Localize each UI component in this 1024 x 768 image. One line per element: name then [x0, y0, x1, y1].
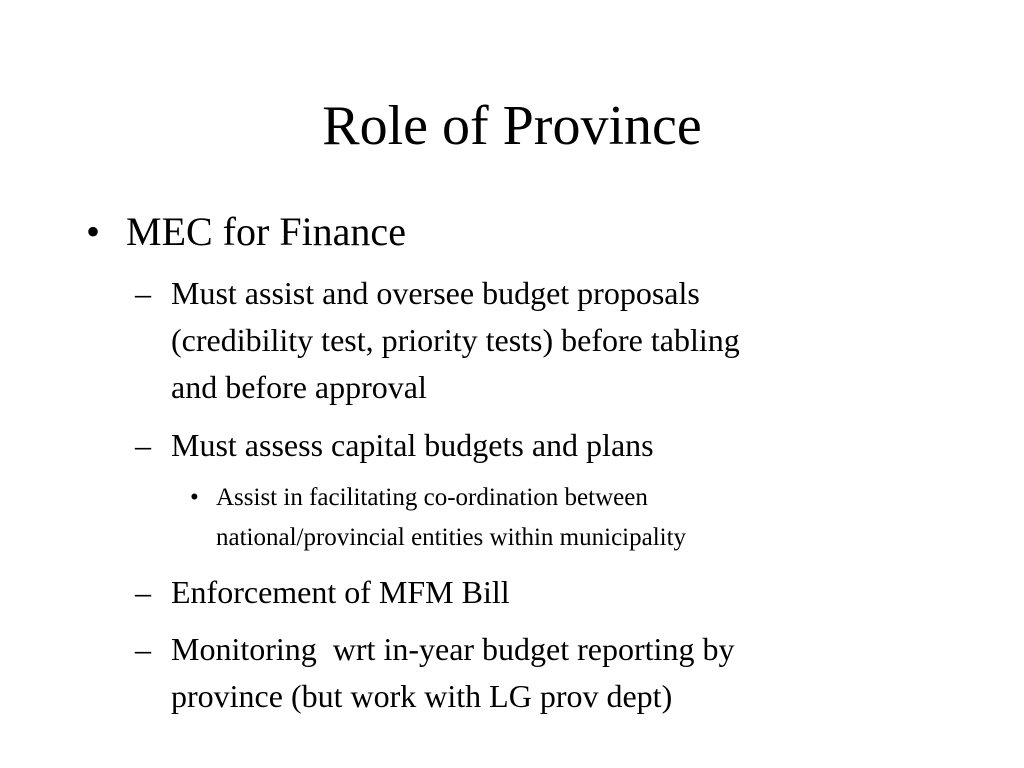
subbullet-text: [171, 422, 891, 469]
dash-marker: –: [135, 574, 151, 610]
subbullet-line: Enforcement of MFM Bill: [171, 574, 510, 610]
subbullet-line: province (but work with LG prov dept): [171, 678, 673, 714]
subbullet-text: [171, 569, 891, 616]
bullet-marker: •: [86, 209, 101, 254]
subbullet-line: Must assist and oversee budget proposals: [171, 275, 700, 311]
bullet-marker: •: [190, 484, 199, 511]
dash-marker: –: [135, 275, 151, 311]
subbullet-text: [171, 626, 891, 720]
subsubbullet-text: [216, 478, 876, 558]
subsubbullet-line: national/provincial entities within municipality: [216, 524, 687, 551]
dash-marker: –: [135, 631, 151, 667]
subbullet-line: Monitoring wrt in-year budget reporting by: [171, 631, 735, 667]
subbullet-line: Must assess capital budgets and plans: [171, 427, 654, 463]
slide-title: Role of Province: [322, 95, 702, 157]
subbullet-line: (credibility test, priority tests) before tabling: [171, 322, 740, 358]
subbullet-line: and before approval: [171, 369, 427, 405]
subbullet-text: [171, 270, 891, 411]
bullet-text: MEC for Finance: [126, 209, 406, 254]
dash-marker: –: [135, 427, 151, 463]
subsubbullet-line: Assist in facilitating co-ordination between: [216, 484, 648, 511]
